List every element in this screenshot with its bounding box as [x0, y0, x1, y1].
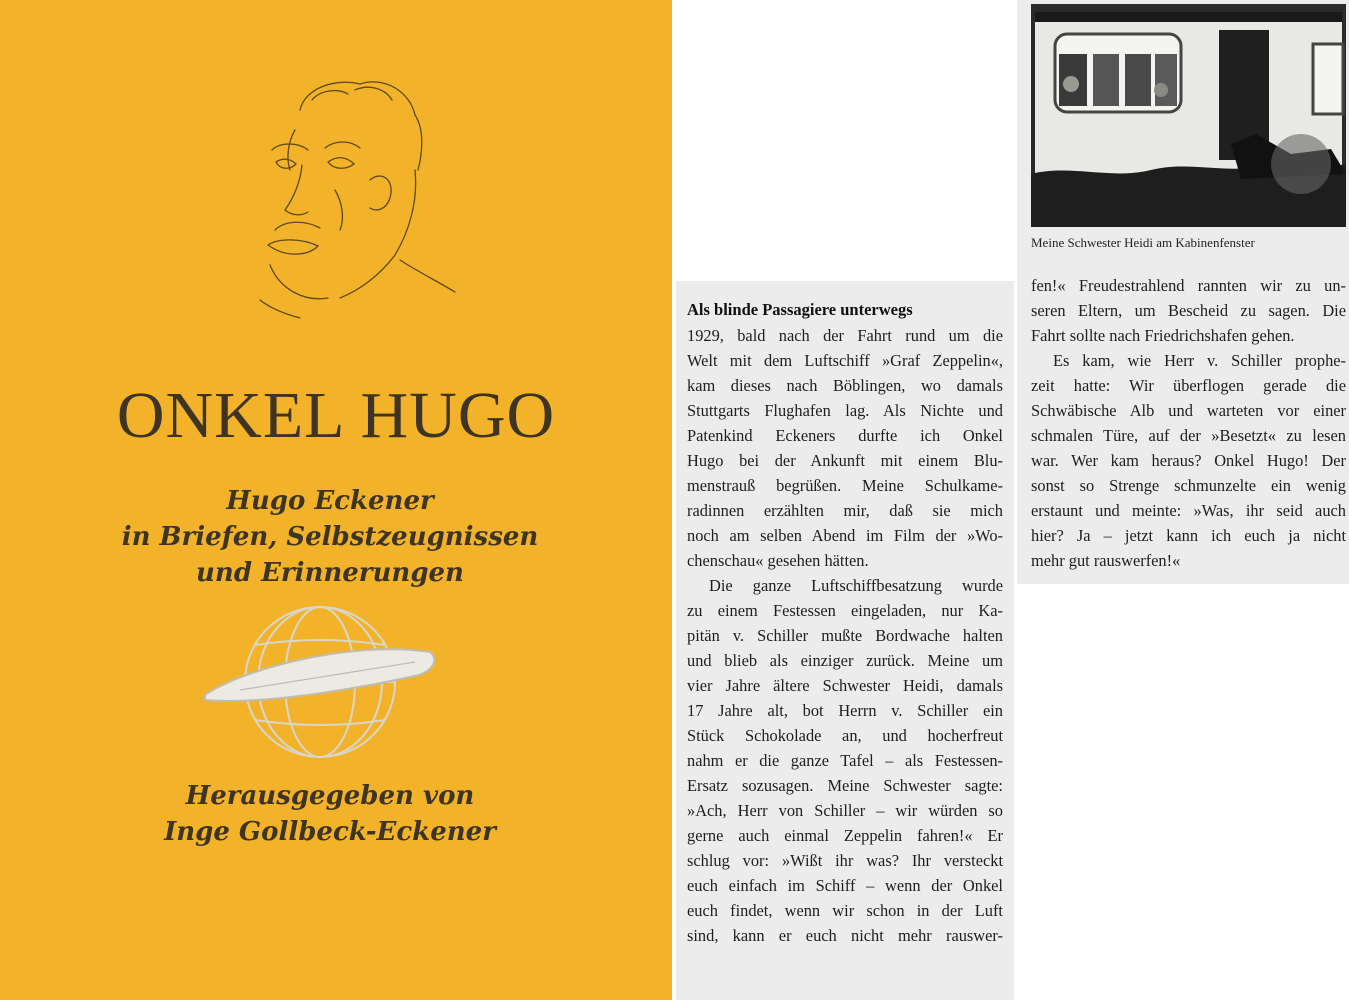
book-cover: [0, 0, 672, 1000]
article-heading: Als blinde Passagiere unterwegs: [687, 300, 913, 319]
article-left-text: [687, 323, 1003, 948]
portrait-sketch-icon: [250, 70, 465, 320]
subtitle-line-3: und Erinnerungen: [196, 558, 464, 588]
text-line: erstaunt und meinte: »Was, ihr seid auch: [1031, 501, 1346, 520]
text-line: Stuttgarts Flughafen lag. Als Nichte und: [687, 401, 1003, 420]
text-line: 1929, bald nach der Fahrt rund um die: [687, 326, 1003, 345]
text-line: Schwäbische Alb und warteten vor einer: [1031, 401, 1346, 420]
text-line: schmalen Türe, auf der »Besetzt« zu lesen: [1031, 426, 1346, 445]
text-line: Hugo bei der Ankunft mit einem Blu-: [687, 451, 1003, 470]
text-line: kam dieses nach Böblingen, wo damals: [687, 376, 1003, 395]
text-line: zeit hatte: Wir überflogen gerade die: [1031, 376, 1346, 395]
text-line: mehr gut rauswerfen!«: [1031, 551, 1181, 570]
text-line: euch einfach im Schiff – wenn der Onkel: [687, 876, 1003, 895]
text-line: noch am selben Abend im Film der »Wo-: [687, 526, 1003, 545]
subtitle-line-1: Hugo Eckener: [226, 486, 434, 516]
text-line: Ersatz sozusagen. Meine Schwester sagte:: [687, 776, 1003, 795]
editor-line-1: Herausgegeben von: [185, 781, 475, 811]
subtitle-line-2: in Briefen, Selbstzeugnissen: [121, 522, 539, 552]
text-line: gerne auch einmal Zeppelin fahren!« Er: [687, 826, 1003, 845]
text-line: zu einem Festessen eingeladen, nur Ka-: [687, 601, 1003, 620]
text-line: Welt mit dem Luftschiff »Graf Zeppelin«,: [687, 351, 1003, 370]
article-right-text: [1031, 273, 1346, 573]
zeppelin-globe-emblem-icon: [200, 600, 440, 765]
photo-caption: Meine Schwester Heidi am Kabinenfenster: [1031, 235, 1255, 250]
text-line: 17 Jahre alt, bot Herrn v. Schiller ein: [687, 701, 1003, 720]
text-line: war. Wer kam heraus? Onkel Hugo! Der: [1031, 451, 1346, 470]
text-line: Stück Schokolade an, und hocherfreut: [687, 726, 1003, 745]
book-title: ONKEL HUGO: [116, 379, 556, 452]
text-line: sonst so Strenge schmunzelte ein wenig: [1031, 476, 1346, 495]
text-line: chenschau« gesehen hätten.: [687, 551, 869, 570]
text-line: pitän v. Schiller mußte Bordwache halten: [687, 626, 1003, 645]
text-line: vier Jahre ältere Schwester Heidi, damals: [687, 676, 1003, 695]
text-line: und blieb als einziger zurück. Meine um: [687, 651, 1003, 670]
text-line: nahm er die ganze Tafel – als Festessen-: [687, 751, 1003, 770]
editor-line-2: Inge Gollbeck-Eckener: [164, 817, 496, 847]
zeppelin-cabin-photo: [1031, 4, 1346, 227]
text-line: hier? Ja – jetzt kann ich euch ja nicht: [1031, 526, 1346, 545]
text-line: fen!« Freudestrahlend rannten wir zu un-: [1031, 276, 1346, 295]
text-line: euch findet, wenn wir schon in der Luft: [687, 901, 1003, 920]
text-line: radinnen erzählten mir, daß sie mich: [687, 501, 1003, 520]
text-line: menstrauß begrüßen. Meine Schulkame-: [687, 476, 1003, 495]
text-line: »Ach, Herr von Schiller – wir würden so: [687, 801, 1003, 820]
text-line: sind, kann er euch nicht mehr rauswer-: [687, 926, 1003, 945]
text-line: Es kam, wie Herr v. Schiller prophe-: [1053, 351, 1346, 370]
text-line: seren Eltern, um Bescheid zu sagen. Die: [1031, 301, 1346, 320]
text-line: schlug vor: »Wißt ihr was? Ihr versteckt: [687, 851, 1003, 870]
text-line: Patenkind Eckeners durfte ich Onkel: [687, 426, 1003, 445]
text-line: Die ganze Luftschiffbesatzung wurde: [709, 576, 1003, 595]
text-line: Fahrt sollte nach Friedrichshafen gehen.: [1031, 326, 1295, 345]
